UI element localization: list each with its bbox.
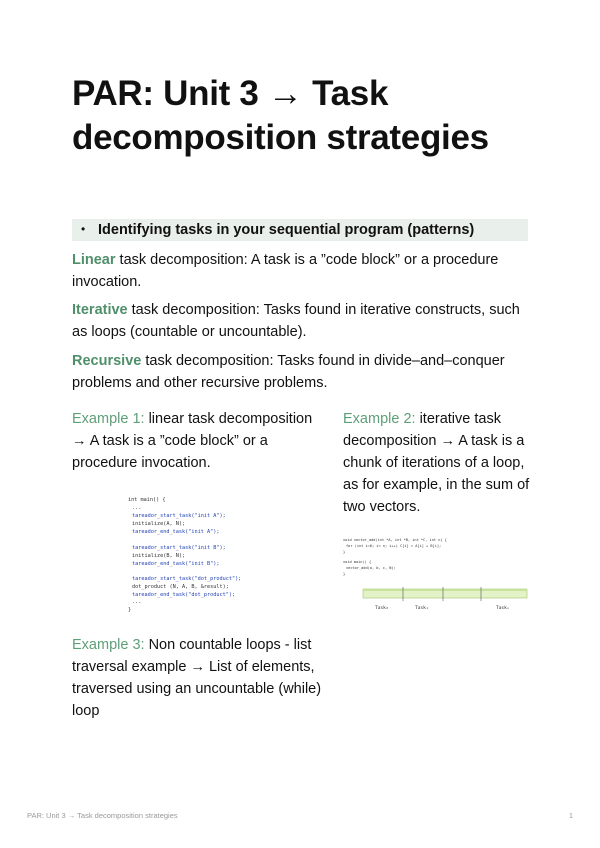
iteration-strip xyxy=(363,587,527,601)
recursive-keyword: Recursive xyxy=(72,353,142,369)
iterative-definition xyxy=(72,299,532,343)
example-1 xyxy=(72,408,322,474)
code1-line-2: tareador_start_task("init A"); xyxy=(132,513,226,519)
example-3-label: Example 3: xyxy=(72,637,145,653)
recursive-definition xyxy=(72,350,532,394)
bullet-icon: • xyxy=(81,222,86,236)
example-3 xyxy=(72,634,322,722)
recursive-text: task decomposition: Tasks found in divide–and–conquer problems and other recursive problems. xyxy=(72,353,505,391)
example-2 xyxy=(343,408,533,518)
example-1-label: Example 1: xyxy=(72,411,145,427)
code1-line-11: dot_product (N, A, B, &result); xyxy=(132,584,229,590)
code2-line-5: } xyxy=(343,572,346,576)
linear-code-snippet xyxy=(126,493,296,615)
task-label-1: Task₁ xyxy=(415,606,429,611)
code1-line-13: ... xyxy=(132,599,142,605)
code1-line-8: tareador_end_task("init B"); xyxy=(132,561,220,567)
example-2-text: iterative task decomposition → A task is a chunk of iterations of a loop, as for example, in the sum of two vectors. xyxy=(343,411,530,515)
iterative-keyword: Iterative xyxy=(72,302,128,318)
task-label-0: Task₀ xyxy=(375,606,389,611)
example-1-text: linear task decomposition → A task is a ”code block” or a procedure invocation. xyxy=(72,411,313,471)
code1-line-1: ... xyxy=(132,505,142,511)
code2-line-1: for (int i=0; i< n; i++) C[i] = A[i] + B[i]; xyxy=(346,544,442,548)
section-heading-label: Identifying tasks in your sequential program (patterns) xyxy=(98,222,475,238)
iterative-code-snippet xyxy=(343,535,533,617)
code1-line-3: initialize(A, N); xyxy=(132,521,186,527)
code2-line-2: } xyxy=(343,550,346,554)
section-heading xyxy=(72,219,528,241)
example-2-label: Example 2: xyxy=(343,411,416,427)
code2-line-4: vector_add(a, b, c, N); xyxy=(346,566,396,570)
code1-line-10: tareador_start_task("dot_product"); xyxy=(132,576,242,582)
linear-keyword: Linear xyxy=(72,252,116,268)
code1-line-7: initialize(B, N); xyxy=(132,553,186,559)
footer-title: PAR: Unit 3 → Task decomposition strategies xyxy=(27,811,178,820)
code1-line-4: tareador_end_task("init A"); xyxy=(132,529,220,535)
code2-line-3: void main() { xyxy=(343,560,372,564)
code1-line-0: int main() { xyxy=(128,497,166,503)
code2-line-0: void vector_add(int *A, int *B, int *C, int n) { xyxy=(343,538,447,542)
code1-line-12: tareador_end_task("dot_product"); xyxy=(132,592,236,598)
task-label-n: Taskₙ xyxy=(496,606,510,611)
code1-line-6: tareador_start_task("init B"); xyxy=(132,545,226,551)
page-number: 1 xyxy=(568,811,573,820)
page-title: PAR: Unit 3 → Task decomposition strategies xyxy=(72,74,489,157)
example-3-text: Non countable loops - list traversal example → List of elements, traversed using an uncountable (while) loop xyxy=(72,637,322,719)
code1-line-14: } xyxy=(128,607,132,613)
iterative-text: task decomposition: Tasks found in iterative constructs, such as loops (countable or uncountable). xyxy=(72,302,520,340)
linear-definition xyxy=(72,249,532,293)
linear-text: task decomposition: A task is a ”code block” or a procedure invocation. xyxy=(72,252,499,290)
